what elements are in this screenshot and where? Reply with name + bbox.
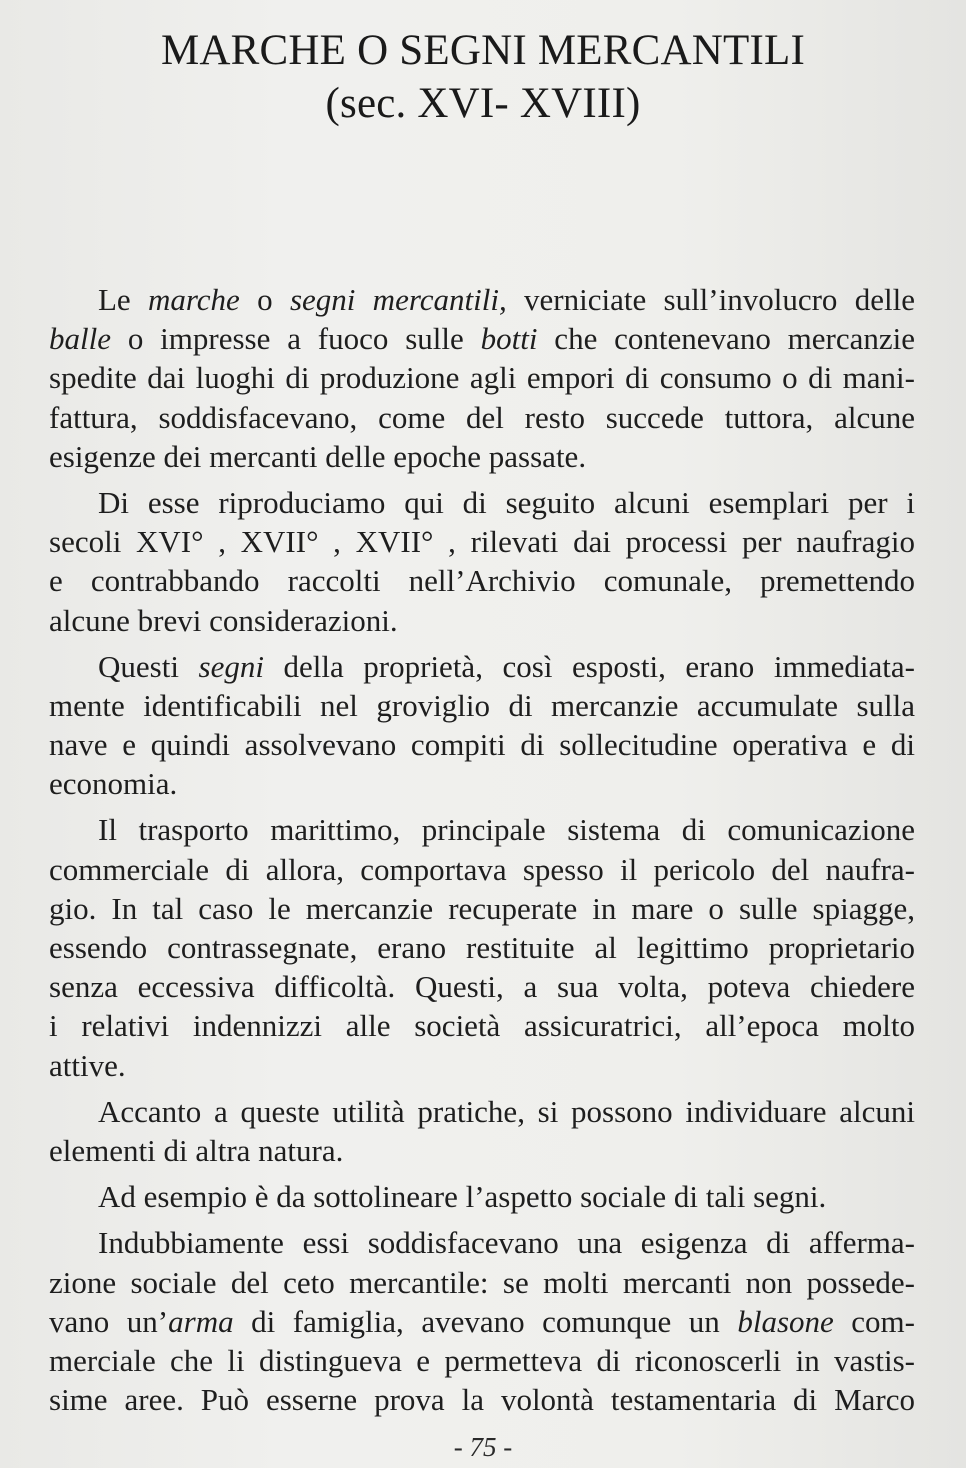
text-run: essendo contrassegnate, erano restituite al legittimo proprietario xyxy=(49,930,915,965)
text-run: fattura, soddisfacevano, come del resto succede tuttora, alcune xyxy=(49,399,915,435)
text-line xyxy=(49,764,915,803)
paragraph-gap xyxy=(49,803,915,810)
paragraph xyxy=(49,280,915,483)
text-run: o impresse a fuoco sulle xyxy=(111,321,481,357)
text-run: Di esse riproduciamo qui di seguito alcuni esemplari per i xyxy=(98,484,915,520)
title-line-2: (sec. XVI- XVIII) xyxy=(325,80,641,127)
italic-term: botti xyxy=(480,321,538,357)
body-text xyxy=(49,280,915,1419)
text-line xyxy=(49,686,915,725)
page-title xyxy=(0,24,966,130)
text-run: Accanto a queste utilità pratiche, si possono individuare alcuni xyxy=(98,1093,915,1129)
text-line xyxy=(49,889,915,928)
paragraph xyxy=(49,1177,915,1223)
paragraph xyxy=(49,483,915,647)
text-run: e contrabbando raccolti nell’Archivio comunale, premettendo xyxy=(49,563,915,599)
text-line xyxy=(49,725,915,764)
text-line xyxy=(49,1380,915,1419)
text-run: che contenevano mercanzie xyxy=(537,321,915,357)
italic-term: arma xyxy=(168,1303,234,1339)
text-run: Questi xyxy=(98,648,199,684)
text-run: mente identificabili nel groviglio di mercanzie accumulate sulla xyxy=(49,687,915,723)
text-line xyxy=(49,601,915,640)
text-run: secoli XVI° , XVII° , XVII° , rilevati dai processi per naufragio xyxy=(49,524,915,560)
text-line xyxy=(49,1302,915,1341)
text-run: commerciale di allora, comportava spesso il pericolo del naufra- xyxy=(49,851,915,887)
text-line xyxy=(49,561,915,600)
text-run: spedite dai luoghi di produzione agli empori di consumo o di mani- xyxy=(49,360,915,396)
text-run: di famiglia, avevano comunque un xyxy=(233,1303,738,1339)
text-run: attive. xyxy=(49,1047,126,1083)
text-line xyxy=(49,647,915,686)
italic-term: marche xyxy=(148,282,240,317)
italic-term: balle xyxy=(49,321,111,357)
text-run: verniciate sull’involucro delle xyxy=(506,282,915,317)
text-line xyxy=(49,437,915,476)
italic-term: segni xyxy=(198,648,264,684)
text-run: Il trasporto marittimo, principale sistema di comunicazione xyxy=(98,812,915,848)
text-run: Le xyxy=(98,282,148,317)
italic-term: blasone xyxy=(737,1303,834,1339)
text-line xyxy=(49,928,915,967)
text-run: zione sociale del ceto mercantile: se molti mercanti non possede- xyxy=(49,1264,915,1300)
text-line xyxy=(49,398,915,437)
text-line xyxy=(49,1092,915,1131)
text-line xyxy=(49,280,915,319)
text-run: i relativi indennizzi alle società assicuratrici, all’epoca molto xyxy=(49,1008,915,1044)
text-run: merciale che li distingueva e permetteva di riconoscerli in vastis- xyxy=(49,1342,915,1378)
text-run: com- xyxy=(833,1303,915,1339)
paragraph-gap xyxy=(49,1216,915,1223)
text-line xyxy=(49,1341,915,1380)
text-line xyxy=(49,810,915,849)
text-line xyxy=(49,1131,915,1170)
text-line xyxy=(49,1177,915,1216)
text-line xyxy=(49,967,915,1006)
text-line xyxy=(49,483,915,522)
text-run: o xyxy=(239,282,290,317)
text-run: senza eccessiva difficoltà. Questi, a sua volta, poteva chiedere xyxy=(49,969,915,1005)
text-run: economia. xyxy=(49,766,178,802)
text-line xyxy=(49,358,915,397)
paragraph-gap xyxy=(49,476,915,483)
text-run: Indubbiamente essi soddisfacevano una esigenza di afferma- xyxy=(98,1225,915,1261)
text-line xyxy=(49,850,915,889)
paragraph xyxy=(49,1223,915,1419)
paragraph-gap xyxy=(49,640,915,647)
page-number: - 75 - xyxy=(453,1432,513,1462)
text-line xyxy=(49,522,915,561)
title-line-1: MARCHE O SEGNI MERCANTILI xyxy=(160,27,806,74)
paragraph xyxy=(49,1092,915,1177)
text-line xyxy=(49,1223,915,1262)
paragraph-gap xyxy=(49,1170,915,1177)
text-line xyxy=(49,1263,915,1302)
paragraph xyxy=(49,810,915,1091)
paragraph-gap xyxy=(49,1085,915,1092)
text-run: gio. In tal caso le mercanzie recuperate in mare o sulle spiagge, xyxy=(49,890,915,926)
text-run: Ad esempio è da sottolineare l’aspetto sociale di tali segni. xyxy=(98,1179,827,1215)
text-line xyxy=(49,1006,915,1045)
text-line xyxy=(49,319,915,358)
text-run: vano un’ xyxy=(49,1303,169,1339)
text-run: elementi di altra natura. xyxy=(49,1132,344,1168)
text-run: della proprietà, così esposti, erano immediata- xyxy=(263,648,915,684)
text-run: esigenze dei mercanti delle epoche passate. xyxy=(49,438,587,474)
text-run: nave e quindi assolvevano compiti di sollecitudine operativa e di xyxy=(49,727,915,763)
italic-term: segni mercantili, xyxy=(289,282,507,317)
text-line xyxy=(49,1046,915,1085)
text-run: alcune brevi considerazioni. xyxy=(49,602,398,638)
paragraph xyxy=(49,647,915,811)
text-run: sime aree. Può esserne prova la volontà testamentaria di Marco xyxy=(49,1382,915,1418)
